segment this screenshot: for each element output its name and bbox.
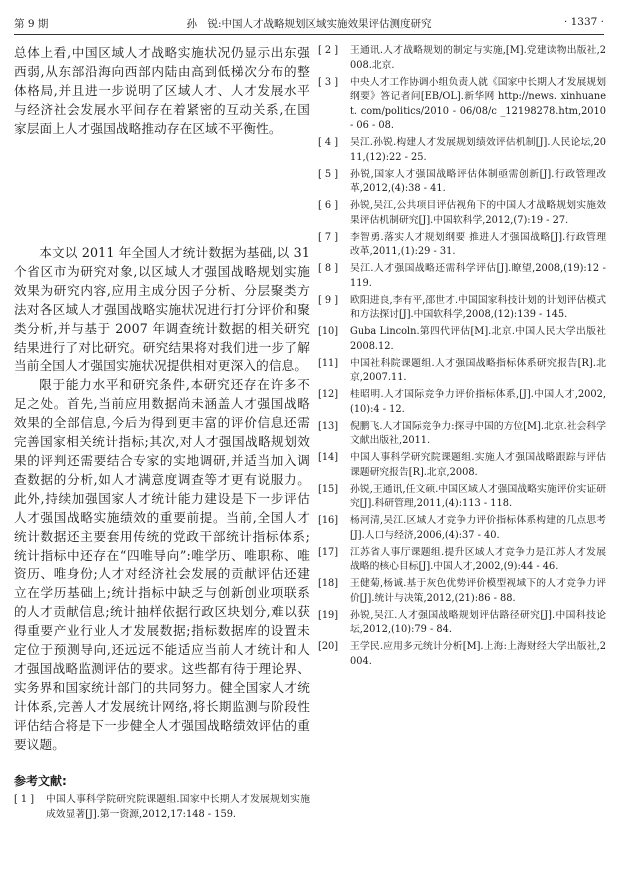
reference-item xyxy=(318,231,606,260)
conclusion-paragraph-1: 本文以 2011 年全国人才统计数据为基础,以 31 个省区市为研究对象,以区域人才强国战略规划实施效果为研究内容,应用主成分因子分析、分层聚类方法对各区域人才强国战略实施状况进行打分评价和聚类分析,并与基于 2007 年调查统计数据的相关研究结果进行了对比研究。研究结果将对我们进一步了解当前全国人才强国实施状况提供相对更深入的信息。 xyxy=(14,245,310,374)
reference-text: 中国人事科学研究院课题组.实施人才强国战略跟踪与评估课题研究报告[R].北京,2008. xyxy=(350,452,606,478)
reference-text: 中国人事科学院研究院课题组.国家中长期人才发展规划实施成效显著[J].第一资源,2012,17:148 - 159. xyxy=(46,794,310,820)
reference-item xyxy=(318,136,606,165)
reference-text: 王健菊,杨诚.基于灰色优势评价模型视域下的人才竞争力评价[J].统计与决策,2012,(21):86 - 88. xyxy=(350,578,606,604)
reference-item xyxy=(318,325,606,354)
reference-number: [ 8 ] xyxy=(318,263,339,274)
reference-number: [ 6 ] xyxy=(318,200,339,211)
reference-item xyxy=(318,199,606,228)
reference-text: 李智勇.落实人才规划纲要 推进人才强国战略[J].行政管理改革,2011,(1):29 - 31. xyxy=(350,231,606,257)
reference-number: [16] xyxy=(318,515,339,526)
reference-item xyxy=(318,483,606,512)
reference-text: 王学民.应用多元统计分析[M].上海:上海财经大学出版社,2004. xyxy=(350,641,606,667)
reference-text: 王通讯.人才战略规划的制定与实施,[M].党建读物出版社,2008.北京. xyxy=(350,45,606,71)
right-column xyxy=(318,44,606,672)
section-gap xyxy=(14,158,310,244)
reference-text: 杨河清,吴江.区域人才竞争力评价指标体系构建的几点思考[J].人口与经济,2006,(4):37 - 40. xyxy=(350,515,606,541)
issue-number: 第 9 期 xyxy=(14,18,49,30)
reference-text: 孙锐,吴江,公共项目评估视角下的中国人才战略规划实施效果评估机制研究[J].中国软科学,2012,(7):19 - 27. xyxy=(350,200,606,226)
reference-item xyxy=(318,609,606,638)
reference-text: 桂昭明.人才国际竞争力评价指标体系,[J].中国人才,2002,(10):4 - 12. xyxy=(350,389,606,415)
references-title: 参考文献: xyxy=(14,774,67,789)
reference-number: [ 7 ] xyxy=(318,231,339,243)
reference-number: [11] xyxy=(318,357,339,369)
reference-number: [ 4 ] xyxy=(318,137,339,148)
reference-text: 欧阳进良,李有平,邵世才.中国国家科技计划的计划评估模式和方法探讨[J].中国软科学,2008,(12):139 - 145. xyxy=(350,294,606,320)
reference-text: 孙锐,国家人才强国战略评估体制亟需创新[J].行政管理改革,2012,(4):38 - 41. xyxy=(350,168,606,194)
intro-paragraph: 总体上看,中国区域人才战略实施状况仍显示出东强西弱,从东部沿海向西部内陆由高到低梯次分布的整体格局,并且进一步说明了区域人才、人才发展水平与经济社会发展水平间存在着紧密的互动关系,在国家层面上人才强国战略推动存在区域不平衡性。 xyxy=(14,45,310,136)
reference-item xyxy=(318,420,606,449)
reference-item xyxy=(318,76,606,134)
reference-number: [17] xyxy=(318,546,339,558)
reference-number: [14] xyxy=(318,452,339,463)
reference-item xyxy=(318,577,606,606)
reference-text: 吴江.孙锐.构建人才发展规划绩效评估机制[J].人民论坛,2011,(12):22 - 25. xyxy=(350,137,606,163)
reference-item xyxy=(318,388,606,417)
reference-item xyxy=(318,514,606,543)
reference-item xyxy=(318,546,606,575)
reference-number: [15] xyxy=(318,483,339,495)
reference-text: 中国社科院课题组.人才强国战略指标体系研究报告[R].北京,2007.11. xyxy=(350,357,606,383)
reference-text: 江苏省人事厅课题组.提升区域人才竞争力是江苏人才发展战略的核心目标[J].中国人才,2002,(9):44 - 46. xyxy=(350,546,606,572)
reference-text: 孙锐,王通讯,任文硕.中国区域人才强国战略实施评价实证研究[J].科研管理,2011,(4):113 - 118. xyxy=(350,483,606,509)
reference-number: [ 5 ] xyxy=(318,168,339,180)
reference-number: [ 1 ] xyxy=(14,794,35,806)
reference-number: [ 3 ] xyxy=(318,76,339,88)
reference-item xyxy=(318,168,606,197)
header-rule xyxy=(14,34,604,35)
running-title: 孙 锐:中国人才战略规划区域实施效果评估测度研究 xyxy=(186,18,432,30)
reference-number: [12] xyxy=(318,389,339,400)
reference-text: 吴江.人才强国战略还需科学评估[J].瞭望,2008,(19):12 - 119. xyxy=(350,263,606,289)
left-column xyxy=(14,44,310,825)
reference-item xyxy=(318,44,606,73)
reference-number: [19] xyxy=(318,609,339,621)
reference-item xyxy=(318,262,606,291)
reference-text: 倪鹏飞.人才国际竞争力:探寻中国的方位[M].北京.社会科学文献出版社,2011. xyxy=(350,420,606,446)
reference-number: [ 2 ] xyxy=(318,45,339,56)
reference-item xyxy=(318,357,606,386)
page-number: · 1337 · xyxy=(563,16,604,28)
reference-number: [18] xyxy=(318,578,339,589)
page-header xyxy=(14,12,604,34)
reference-number: [20] xyxy=(318,641,339,652)
reference-number: [13] xyxy=(318,420,339,432)
reference-item xyxy=(318,640,606,669)
conclusion-paragraph-2: 限于能力水平和研究条件,本研究还存在许多不足之处。首先,当前应用数据尚未涵盖人才强国战略效果的全部信息,今后为得到更丰富的评价信息还需完善国家相关统计指标;其次,对人才强国战略规划效果的评判还需要结合专家的实地调研,并适当加入调查数据的分析,如人才满意度调查等才更有说服力。此外,持续加强国家人才统计能力建设是下一步评估人才强国战略实施绩效的重要前提。当前,全国人才统计数据还主要套用传统的党政干部统计指标体系;统计指标中还存在“四唯导向”:唯学历、唯职称、唯资历、唯身份;人才对经济社会发展的贡献评估还建立在学历基础上;统计指标中缺乏与创新创业项联系的人才贡献信息;统计抽样依据行政区块划分,难以获得重要产业行业人才发展数据;指标数据库的设置未定位于预测导向,还远远不能适应当前人才统计和人才强国战略监测评估的要求。这些都有待于理论界、实务界和国家统计部门的共同努力。健全国家人才统计体系,完善人才发展统计网络,将长期监测与阶段性评估结合将是下一步健全人才强国战略绩效评估的重要议题。 xyxy=(14,377,310,752)
reference-text: 中央人才工作协调小组负责人就《国家中长期人才发展规划纲要》答记者问[EB/OL].新华网 http://news. xinhuanet. com/politics/2010 - 06/08/c _12198278.htm,2010 - 06 - 08. xyxy=(350,76,606,131)
reference-item xyxy=(318,294,606,323)
reference-text: 孙锐,吴江.人才强国战略规划评估路径研究[J].中国科技论坛,2012,(10):79 - 84. xyxy=(350,609,606,635)
reference-number: [10] xyxy=(318,326,339,337)
reference-number: [ 9 ] xyxy=(318,294,339,306)
reference-item xyxy=(318,451,606,480)
reference-item xyxy=(14,793,310,822)
reference-text: Guba Lincoln.第四代评估[M].北京.中国人民大学出版社 2008.12. xyxy=(350,326,606,352)
